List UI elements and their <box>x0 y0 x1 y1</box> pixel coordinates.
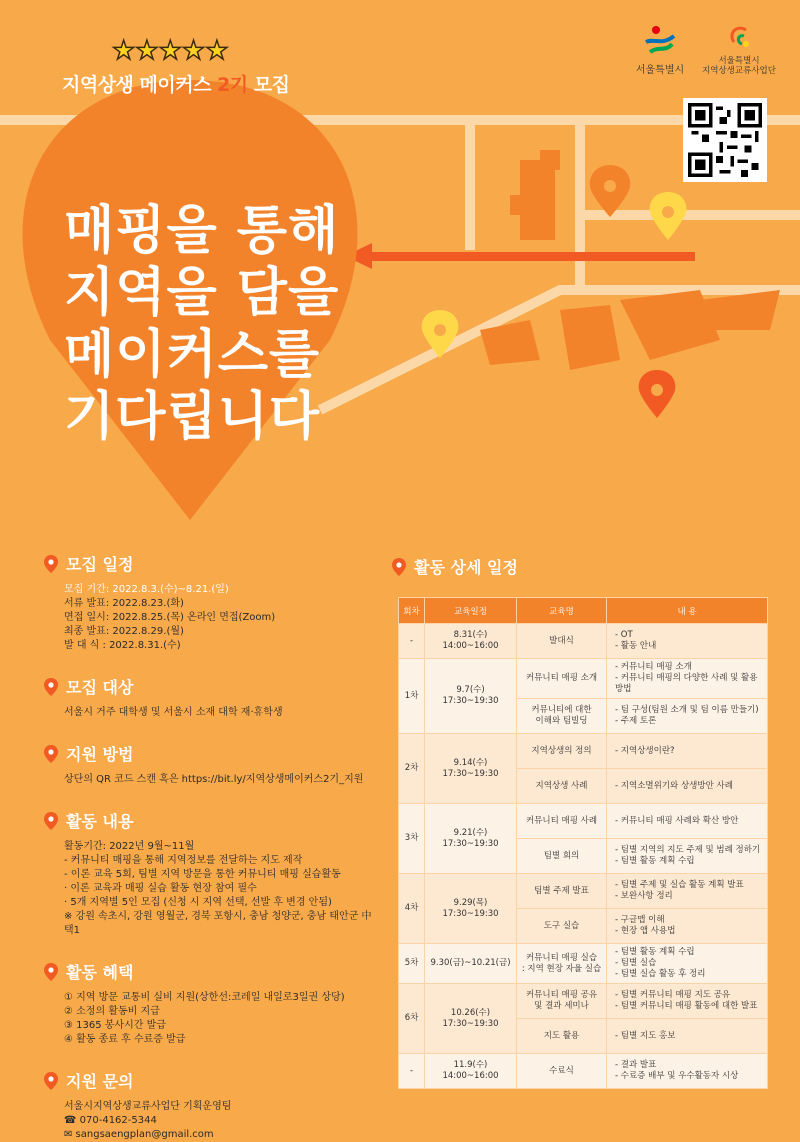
cell-name: 커뮤니티에 대한 이해와 팀빌딩 <box>517 699 607 734</box>
cell-name: 지도 활용 <box>517 1019 607 1054</box>
cell-date: 10.26(수) 17:30~19:30 <box>425 984 517 1054</box>
apply-heading <box>44 742 384 765</box>
cell-name: 발대식 <box>517 624 607 659</box>
center-logo-line2: 지역상생교류사업단 <box>702 66 776 77</box>
rating-stars: ★★★★★ <box>112 36 229 66</box>
cell-content: - 결과 발표 - 수료증 배부 및 우수활동자 시상 <box>607 1054 768 1089</box>
target-body <box>64 706 384 720</box>
activity-title: 활동 내용 <box>66 812 134 831</box>
schedule-heading <box>44 552 384 575</box>
cell-round: - <box>399 624 425 659</box>
cell-name: 커뮤니티 매핑 소개 <box>517 659 607 699</box>
header-name: 교육명 <box>517 598 607 624</box>
contact-org: 서울시지역상생교류사업단 기획운영팀 <box>64 1101 232 1112</box>
cell-round: 2차 <box>399 734 425 804</box>
header-content: 내 용 <box>607 598 768 624</box>
table-row <box>399 1054 768 1089</box>
schedule-line: 면접 일시: 2022.8.25.(목) 온라인 면접(Zoom) <box>64 612 276 623</box>
cell-round: - <box>399 1054 425 1089</box>
activity-line: - 커뮤니티 매핑을 통해 지역정보를 전달하는 지도 제작 <box>64 855 303 866</box>
schedule-body <box>64 583 384 653</box>
cell-name: 팀별 회의 <box>517 839 607 874</box>
schedule-title: 모집 일정 <box>66 555 134 574</box>
activity-line: ※ 강원 속초시, 강원 영월군, 경북 포항시, 충남 청양군, 충남 태안군 中 택1 <box>64 911 372 936</box>
table-row <box>399 944 768 984</box>
title-generation: 2기 <box>217 74 248 96</box>
schedule-line: 최종 발표: 2022.8.29.(월) <box>64 626 184 637</box>
cell-round: 6차 <box>399 984 425 1054</box>
cell-date: 8.31(수) 14:00~16:00 <box>425 624 517 659</box>
cell-content: - OT - 활동 안내 <box>607 624 768 659</box>
seoul-logo-icon <box>642 22 678 58</box>
target-line: 서울시 거주 대학생 및 서울시 소재 대학 재·휴학생 <box>64 707 283 718</box>
benefit-line: ② 소정의 활동비 지급 <box>64 1006 160 1017</box>
cell-round: 4차 <box>399 874 425 944</box>
cell-date: 9.29(목) 17:30~19:30 <box>425 874 517 944</box>
contact-email[interactable]: ✉ sangsaengplan@gmail.com <box>64 1129 214 1140</box>
seoul-logo <box>630 22 690 76</box>
map-pin-icon <box>44 812 58 830</box>
cell-content: - 팀별 활동 계획 수립 - 팀별 실습 - 팀별 실습 활동 후 정리 <box>607 944 768 984</box>
map-pin-icon <box>44 745 58 763</box>
target-heading <box>44 675 384 698</box>
qr-code-icon[interactable] <box>683 98 767 182</box>
contact-section <box>44 1069 384 1142</box>
target-title: 모집 대상 <box>66 678 134 697</box>
table-row <box>399 874 768 909</box>
cell-content: - 팀별 커뮤니티 매핑 지도 공유 - 팀별 커뮤니티 매핑 활동에 대한 발표 <box>607 984 768 1019</box>
map-pin-icon <box>44 1072 58 1090</box>
detail-schedule-table <box>398 597 768 1089</box>
benefit-line: ① 지역 방문 교통비 실비 지원(상한선:코레일 내일로3일권 상당) <box>64 992 345 1003</box>
recruit-title <box>62 70 289 97</box>
center-logo <box>700 22 778 77</box>
cell-date: 9.14(수) 17:30~19:30 <box>425 734 517 804</box>
map-pin-icon <box>392 558 406 576</box>
contact-body <box>64 1100 384 1142</box>
main-headline <box>64 200 339 448</box>
cell-name: 커뮤니티 매핑 사례 <box>517 804 607 839</box>
cell-content: - 커뮤니티 매핑 소개 - 커뮤니티 매핑의 다양한 사례 및 활용 방법 <box>607 659 768 699</box>
activity-body <box>64 840 384 938</box>
activity-line: 활동기간: 2022년 9월~11월 <box>64 841 195 852</box>
seoul-logo-label: 서울특별시 <box>635 65 685 76</box>
contact-title: 지원 문의 <box>66 1072 134 1091</box>
cell-date: 9.21(수) 17:30~19:30 <box>425 804 517 874</box>
cell-name: 커뮤니티 매핑 실습 : 지역 현장 자율 실습 <box>517 944 607 984</box>
map-pin-icon <box>44 678 58 696</box>
schedule-line: 모집 기간: 2022.8.3.(수)~8.21.(일) <box>64 584 229 595</box>
cell-name: 커뮤니티 매핑 공유 및 결과 세미나 <box>517 984 607 1019</box>
benefit-line: ③ 1365 봉사시간 발급 <box>64 1020 166 1031</box>
schedule-line: 서류 발표: 2022.8.23.(화) <box>64 598 184 609</box>
detail-heading <box>392 555 518 578</box>
schedule-section <box>44 552 384 653</box>
cell-content: - 팀별 지역의 지도 주제 및 범례 정하기 - 팀별 활동 계획 수립 <box>607 839 768 874</box>
cell-content: - 팀 구성(팀원 소개 및 팀 이름 만들기) - 주제 토론 <box>607 699 768 734</box>
title-prefix: 지역상생 메이커스 <box>62 74 218 96</box>
cell-name: 지역상생 사례 <box>517 769 607 804</box>
map-pin-icon <box>44 555 58 573</box>
cell-content: - 팀별 주제 및 실습 활동 계획 발표 - 보완사항 정리 <box>607 874 768 909</box>
headline-line-3: 메이커스를 <box>64 325 321 385</box>
apply-link[interactable]: 상단의 QR 코드 스캔 혹은 https://bit.ly/지역상생메이커스2기_지원 <box>64 774 364 785</box>
cell-content: - 지역상생이란? <box>607 734 768 769</box>
header-date: 교육일정 <box>425 598 517 624</box>
table-row <box>399 659 768 699</box>
contact-phone[interactable]: ☎ 070-4162-5344 <box>64 1115 157 1126</box>
table-row <box>399 624 768 659</box>
activity-line: - 이론 교육 5회, 팀별 지역 방문을 통한 커뮤니티 매핑 실습활동 <box>64 869 341 880</box>
cell-name: 도구 실습 <box>517 909 607 944</box>
activity-section <box>44 809 384 938</box>
schedule-line: 발 대 식 : 2022.8.31.(수) <box>64 640 181 651</box>
apply-title: 지원 방법 <box>66 745 134 764</box>
apply-section <box>44 742 384 787</box>
cell-name: 지역상생의 정의 <box>517 734 607 769</box>
table-row <box>399 734 768 769</box>
benefits-section <box>44 960 384 1047</box>
activity-heading <box>44 809 384 832</box>
activity-line: · 5개 지역별 5인 모집 (신청 시 지역 선택, 선발 후 변경 안됨) <box>64 897 332 908</box>
map-pin-icon <box>44 963 58 981</box>
cell-date: 9.30(금)~10.21(금) <box>425 944 517 984</box>
detail-title: 활동 상세 일정 <box>414 558 518 577</box>
cell-content: - 지역소멸위기와 상생방안 사례 <box>607 769 768 804</box>
cell-name: 팀별 주제 발표 <box>517 874 607 909</box>
headline-line-2: 지역을 담을 <box>64 263 340 323</box>
cell-round: 1차 <box>399 659 425 734</box>
cell-date: 11.9(수) 14:00~16:00 <box>425 1054 517 1089</box>
table-row <box>399 984 768 1019</box>
activity-line: · 이론 교육과 매핑 실습 활동 현장 참여 필수 <box>64 883 257 894</box>
cell-content: - 팀별 지도 홍보 <box>607 1019 768 1054</box>
headline-line-1: 매핑을 통해 <box>64 201 340 261</box>
center-logo-line1: 서울특별시 <box>718 55 760 66</box>
target-section <box>44 675 384 720</box>
cell-round: 5차 <box>399 944 425 984</box>
cell-round: 3차 <box>399 804 425 874</box>
benefits-title: 활동 혜택 <box>66 963 134 982</box>
table-row <box>399 804 768 839</box>
benefit-line: ④ 활동 종료 후 수료증 발급 <box>64 1034 186 1045</box>
benefits-heading <box>44 960 384 983</box>
center-logo-icon <box>724 22 754 52</box>
apply-body <box>64 773 384 787</box>
contact-heading <box>44 1069 384 1092</box>
benefits-body <box>64 991 384 1047</box>
cell-name: 수료식 <box>517 1054 607 1089</box>
cell-content: - 구글맵 이해 - 현장 앱 사용법 <box>607 909 768 944</box>
title-suffix: 모집 <box>247 74 290 96</box>
table-header-row <box>399 598 768 624</box>
left-column <box>44 552 384 1142</box>
header-round: 회차 <box>399 598 425 624</box>
cell-date: 9.7(수) 17:30~19:30 <box>425 659 517 734</box>
cell-content: - 커뮤니티 매핑 사례와 확산 방안 <box>607 804 768 839</box>
headline-line-4: 기다립니다 <box>64 387 321 447</box>
